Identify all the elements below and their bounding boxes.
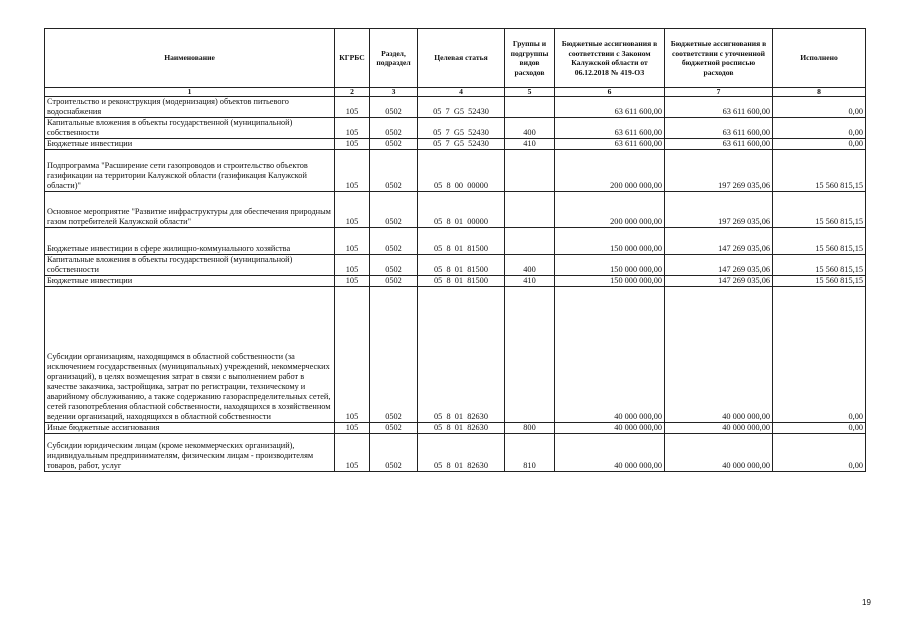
row-target: 05 7 G5 52430	[418, 139, 505, 150]
row-law: 200 000 000,00	[555, 192, 665, 228]
column-number: 3	[370, 88, 418, 97]
header-group: Группы и подгруппы видов расходов	[505, 29, 555, 88]
row-target: 05 8 01 82630	[418, 434, 505, 472]
row-kgrbs: 105	[335, 139, 370, 150]
row-target: 05 7 G5 52430	[418, 118, 505, 139]
row-refined: 197 269 035,06	[665, 192, 773, 228]
column-number: 1	[45, 88, 335, 97]
row-group: 810	[505, 434, 555, 472]
row-group	[505, 287, 555, 423]
row-refined: 63 611 600,00	[665, 139, 773, 150]
row-kgrbs: 105	[335, 118, 370, 139]
row-refined: 40 000 000,00	[665, 434, 773, 472]
row-target: 05 8 01 81500	[418, 276, 505, 287]
row-law: 150 000 000,00	[555, 276, 665, 287]
table-row	[45, 423, 866, 434]
table-row	[45, 228, 866, 255]
row-target: 05 7 G5 52430	[418, 97, 505, 118]
row-group	[505, 150, 555, 192]
row-refined: 147 269 035,06	[665, 228, 773, 255]
row-name: Субсидии организациям, находящимся в областной собственности (за исключением государственных (муниципальных) учреждений, некоммерческих организаций), в целях возмещения затрат в связи с выполнением работ в качестве заказчика, застройщика, затрат по регистрации, техническому и аварийному обслуживанию, а также содержанию газораспределительных сетей, сетей газопотребления областной собственности, находящихся в хозяйственном ведении организаций, находящихся в областной собственности	[45, 287, 335, 423]
table-row	[45, 434, 866, 472]
row-name: Капитальные вложения в объекты государственной (муниципальной) собственности	[45, 255, 335, 276]
row-kgrbs: 105	[335, 423, 370, 434]
row-executed: 0,00	[773, 97, 866, 118]
header-row	[45, 29, 866, 88]
row-target: 05 8 01 00000	[418, 192, 505, 228]
row-name: Строительство и реконструкция (модернизация) объектов питьевого водоснабжения	[45, 97, 335, 118]
row-section: 0502	[370, 255, 418, 276]
row-target: 05 8 00 00000	[418, 150, 505, 192]
column-number: 2	[335, 88, 370, 97]
row-group	[505, 97, 555, 118]
header-law-assignments: Бюджетные ассигнования в соответствии с Законом Калужской области от 06.12.2018 № 419-ОЗ	[555, 29, 665, 88]
row-target: 05 8 01 82630	[418, 287, 505, 423]
column-number-row	[45, 88, 866, 97]
row-law: 150 000 000,00	[555, 255, 665, 276]
row-law: 63 611 600,00	[555, 118, 665, 139]
header-kgrbs: КГРБС	[335, 29, 370, 88]
row-section: 0502	[370, 287, 418, 423]
row-executed: 15 560 815,15	[773, 228, 866, 255]
header-target: Целевая статья	[418, 29, 505, 88]
row-section: 0502	[370, 150, 418, 192]
table-row	[45, 276, 866, 287]
row-kgrbs: 105	[335, 276, 370, 287]
row-kgrbs: 105	[335, 97, 370, 118]
row-group	[505, 192, 555, 228]
table-row	[45, 97, 866, 118]
header-section: Раздел, подраздел	[370, 29, 418, 88]
row-name: Бюджетные инвестиции	[45, 276, 335, 287]
row-target: 05 8 01 81500	[418, 228, 505, 255]
row-group	[505, 228, 555, 255]
table-row	[45, 255, 866, 276]
row-section: 0502	[370, 228, 418, 255]
row-group: 800	[505, 423, 555, 434]
row-refined: 40 000 000,00	[665, 423, 773, 434]
table-row	[45, 118, 866, 139]
row-section: 0502	[370, 434, 418, 472]
row-executed: 15 560 815,15	[773, 150, 866, 192]
table-row	[45, 139, 866, 150]
row-executed: 0,00	[773, 118, 866, 139]
row-law: 200 000 000,00	[555, 150, 665, 192]
row-kgrbs: 105	[335, 255, 370, 276]
row-executed: 0,00	[773, 434, 866, 472]
row-name: Бюджетные инвестиции	[45, 139, 335, 150]
row-group: 400	[505, 255, 555, 276]
row-refined: 40 000 000,00	[665, 287, 773, 423]
row-name: Иные бюджетные ассигнования	[45, 423, 335, 434]
row-section: 0502	[370, 423, 418, 434]
row-executed: 15 560 815,15	[773, 255, 866, 276]
table-row	[45, 287, 866, 423]
row-section: 0502	[370, 192, 418, 228]
header-executed: Исполнено	[773, 29, 866, 88]
row-executed: 0,00	[773, 139, 866, 150]
column-number: 6	[555, 88, 665, 97]
row-section: 0502	[370, 97, 418, 118]
row-name: Подпрограмма "Расширение сети газопроводов и строительство объектов газификации на территории Калужской области (газификация Калужской области)"	[45, 150, 335, 192]
page-number: 19	[862, 598, 871, 607]
row-executed: 0,00	[773, 287, 866, 423]
row-law: 40 000 000,00	[555, 423, 665, 434]
row-executed: 15 560 815,15	[773, 276, 866, 287]
row-refined: 63 611 600,00	[665, 97, 773, 118]
budget-table	[44, 28, 866, 472]
row-law: 63 611 600,00	[555, 97, 665, 118]
row-name: Основное мероприятие "Развитие инфраструктуры для обеспечения природным газом потребителей Калужской области"	[45, 192, 335, 228]
header-name: Наименование	[45, 29, 335, 88]
row-kgrbs: 105	[335, 192, 370, 228]
table-row	[45, 192, 866, 228]
row-group: 400	[505, 118, 555, 139]
row-executed: 15 560 815,15	[773, 192, 866, 228]
row-group: 410	[505, 276, 555, 287]
row-name: Капитальные вложения в объекты государственной (муниципальной) собственности	[45, 118, 335, 139]
header-refined-assignments: Бюджетные ассигнования в соответствии с уточненной бюджетной росписью расходов	[665, 29, 773, 88]
row-section: 0502	[370, 118, 418, 139]
row-law: 63 611 600,00	[555, 139, 665, 150]
row-law: 40 000 000,00	[555, 434, 665, 472]
row-refined: 197 269 035,06	[665, 150, 773, 192]
row-group: 410	[505, 139, 555, 150]
row-target: 05 8 01 81500	[418, 255, 505, 276]
column-number: 7	[665, 88, 773, 97]
row-refined: 63 611 600,00	[665, 118, 773, 139]
column-number: 8	[773, 88, 866, 97]
row-refined: 147 269 035,06	[665, 255, 773, 276]
row-section: 0502	[370, 139, 418, 150]
row-law: 150 000 000,00	[555, 228, 665, 255]
row-law: 40 000 000,00	[555, 287, 665, 423]
column-number: 5	[505, 88, 555, 97]
row-executed: 0,00	[773, 423, 866, 434]
row-section: 0502	[370, 276, 418, 287]
row-kgrbs: 105	[335, 434, 370, 472]
row-refined: 147 269 035,06	[665, 276, 773, 287]
row-kgrbs: 105	[335, 150, 370, 192]
table-row	[45, 150, 866, 192]
row-name: Бюджетные инвестиции в сфере жилищно-коммунального хозяйства	[45, 228, 335, 255]
row-target: 05 8 01 82630	[418, 423, 505, 434]
column-number: 4	[418, 88, 505, 97]
row-kgrbs: 105	[335, 228, 370, 255]
row-kgrbs: 105	[335, 287, 370, 423]
row-name: Субсидии юридическим лицам (кроме некоммерческих организаций), индивидуальным предпринимателям, физическим лицам - производителям товаров, работ, услуг	[45, 434, 335, 472]
